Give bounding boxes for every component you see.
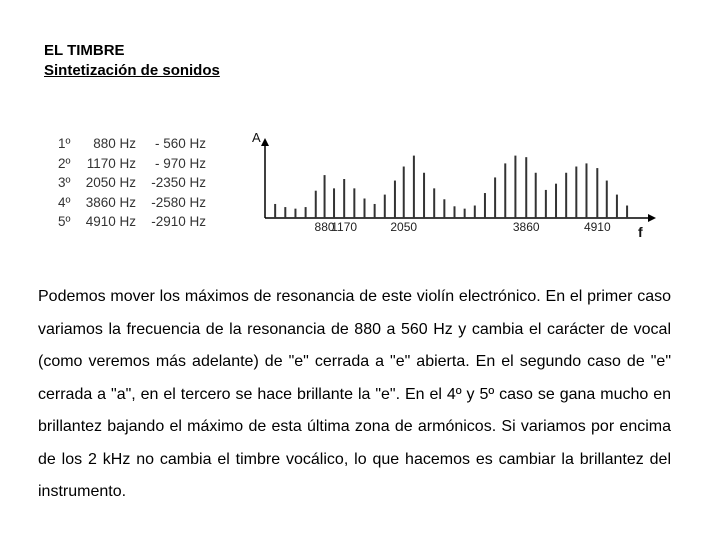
row-to-frequency: - 970 Hz [154, 155, 206, 171]
table-row [58, 173, 210, 193]
row-from-frequency: 3860 Hz [85, 194, 136, 210]
table-row [58, 212, 210, 232]
spectrum-chart [244, 124, 664, 244]
row-to-frequency: - 560 Hz [154, 136, 206, 151]
page-subtitle: Sintetización de sonidos [44, 62, 220, 79]
x-tick-label: 4910 [583, 220, 611, 234]
y-axis-label: A [252, 130, 261, 145]
row-from-frequency: 1170 Hz [86, 155, 136, 171]
x-tick-label: 2050 [390, 220, 418, 234]
title-block [44, 41, 220, 81]
row-to-frequency: -2580 Hz [151, 194, 206, 210]
row-from-frequency: 4910 Hz [85, 214, 136, 229]
x-axis-arrow [648, 214, 656, 222]
table-row [58, 193, 210, 213]
frequency-table [58, 134, 210, 232]
table-row [58, 134, 210, 154]
x-tick-label: 880 [314, 220, 335, 234]
row-from-frequency: 2050 Hz [85, 175, 136, 190]
x-tick-label: 1170 [331, 220, 358, 234]
row-from-frequency: 880 Hz [93, 136, 136, 151]
row-ordinal: 3º [58, 175, 71, 190]
table-row [58, 154, 210, 174]
row-to-frequency: -2910 Hz [151, 214, 206, 229]
row-to-frequency: -2350 Hz [151, 175, 206, 190]
row-ordinal: 5º [58, 214, 71, 229]
row-ordinal: 4º [58, 194, 71, 210]
y-axis-arrow [261, 138, 269, 146]
body-paragraph: Podemos mover los máximos de resonancia de este violín electrónico. En el primer caso variamos la frecuencia de la resonancia de 880 a 560 Hz y cambia el carácter de vocal (como veremos más adelante) de "e" cerrada a "e" abierta. En el segundo caso de "e" cerrada a "a", en el tercero se hace brillante la "e". En el 4º y 5º caso se gana mucho en brillantez bajando el máximo de esta última zona de armónicos. Si variamos por encima de los 2 kHz no cambia el timbre vocálico, lo que hacemos es cambiar la brillantez del instrumento. [38, 288, 671, 500]
x-tick-label: 3860 [512, 220, 540, 234]
x-axis-label: f [638, 224, 643, 240]
row-ordinal: 2º [58, 155, 71, 171]
page-title: EL TIMBRE [44, 42, 125, 59]
row-ordinal: 1º [58, 136, 71, 151]
